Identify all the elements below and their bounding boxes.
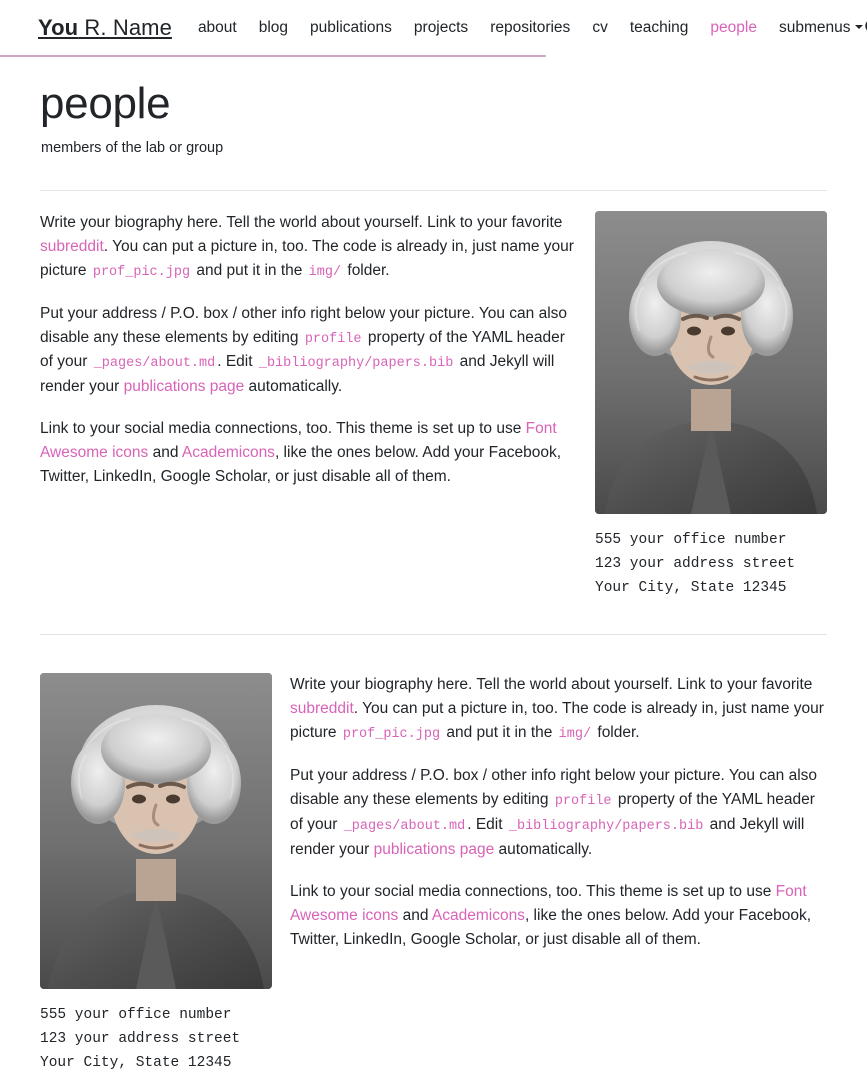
person-bio: [290, 673, 827, 1075]
profile-photo: [40, 673, 272, 989]
person-photo-column: [40, 673, 272, 1075]
brand-name-rest: R. Name: [78, 14, 172, 40]
code-papers-bib: _bibliography/papers.bib: [258, 356, 454, 372]
bio-paragraph-1: [40, 211, 577, 284]
code-prof-pic: prof_pic.jpg: [342, 726, 441, 742]
bio-text: . Edit: [217, 353, 257, 371]
code-papers-bib: _bibliography/papers.bib: [508, 818, 704, 834]
code-img-dir: img/: [558, 726, 592, 742]
code-about-md: _pages/about.md: [343, 818, 466, 834]
person-address: [40, 1003, 272, 1075]
bio-paragraph-2: [40, 302, 577, 400]
site-brand[interactable]: [38, 15, 172, 41]
bio-paragraph-1: [290, 673, 827, 746]
bio-text: Link to your social media connections, too. This theme is set up to use: [40, 420, 526, 438]
nav-item-repositories[interactable]: repositories: [490, 18, 571, 36]
nav-item-cv[interactable]: cv: [592, 18, 608, 36]
page-title: people: [40, 79, 171, 128]
nav-item-publications[interactable]: publications: [310, 18, 392, 36]
bio-text: folder.: [593, 723, 640, 741]
bio-text: Write your biography here. Tell the world about yourself. Link to your favorite: [290, 675, 813, 693]
bio-text: and: [148, 444, 182, 462]
academicons-link[interactable]: Academicons: [181, 444, 275, 462]
nav-item-blog[interactable]: blog: [258, 18, 289, 36]
code-img-dir: img/: [308, 264, 342, 280]
address-line-3: Your City, State 12345: [595, 579, 787, 596]
code-profile: profile: [554, 793, 612, 809]
bio-text: property of the YAML header of your: [40, 328, 565, 371]
brand-name-strong: You: [38, 14, 79, 40]
font-awesome-link[interactable]: Font Awesome icons: [290, 882, 807, 924]
address-line-3: Your City, State 12345: [40, 1054, 232, 1071]
bio-paragraph-2: [290, 764, 827, 862]
moon-icon: [863, 17, 867, 39]
bio-text: . You can put a picture in, too. The code is already in, just name your picture: [40, 237, 574, 279]
person-entry: [40, 191, 827, 600]
bio-text: Link to your social media connections, too. This theme is set up to use: [290, 882, 776, 900]
navbar-underline: [0, 55, 546, 57]
address-line-2: 123 your address street: [595, 555, 796, 572]
bio-text: Write your biography here. Tell the world about yourself. Link to your favorite: [40, 213, 563, 231]
navbar: [0, 0, 867, 55]
bio-text: and put it in the: [442, 723, 557, 741]
dark-mode-toggle[interactable]: [863, 16, 867, 40]
bio-text: . You can put a picture in, too. The code is already in, just name your picture: [290, 699, 824, 741]
person-bio: [40, 211, 577, 600]
subreddit-link[interactable]: subreddit: [40, 237, 104, 255]
bio-paragraph-3: [40, 417, 577, 489]
code-profile: profile: [304, 331, 362, 347]
bio-paragraph-3: [290, 880, 827, 952]
address-line-1: 555 your office number: [595, 531, 787, 548]
nav-item-submenus[interactable]: submenus: [779, 19, 864, 37]
bio-text: folder.: [343, 261, 390, 279]
bio-text: automatically.: [494, 840, 593, 858]
subreddit-link[interactable]: subreddit: [290, 699, 354, 717]
bio-text: and: [398, 906, 432, 924]
bio-text: automatically.: [244, 378, 343, 396]
divider-middle: [40, 634, 827, 635]
address-line-2: 123 your address street: [40, 1030, 241, 1047]
person-entry: [40, 653, 827, 1075]
bio-text: Put your address / P.O. box / other info right below your picture. You can also disable any these elements by editing: [40, 304, 568, 346]
bio-text: , like the ones below. Add your Facebook, Twitter, LinkedIn, Google Scholar, or just disable all of them.: [40, 444, 562, 486]
nav-item-about[interactable]: about: [197, 18, 237, 36]
academicons-link[interactable]: Academicons: [431, 906, 525, 924]
person-address: [595, 528, 827, 600]
code-about-md: _pages/about.md: [93, 356, 216, 372]
nav-links: [198, 19, 864, 37]
bio-text: and put it in the: [192, 261, 307, 279]
code-prof-pic: prof_pic.jpg: [92, 264, 191, 280]
nav-item-projects[interactable]: projects: [413, 18, 469, 36]
person-photo-column: [595, 211, 827, 600]
profile-photo: [595, 211, 827, 514]
publications-page-link[interactable]: publications page: [123, 378, 245, 396]
bio-text: , like the ones below. Add your Facebook, Twitter, LinkedIn, Google Scholar, or just disable all of them.: [290, 906, 812, 948]
address-line-1: 555 your office number: [40, 1006, 232, 1023]
bio-text: Put your address / P.O. box / other info right below your picture. You can also disable any these elements by editing: [290, 766, 818, 808]
nav-item-teaching[interactable]: teaching: [629, 18, 689, 36]
font-awesome-link[interactable]: Font Awesome icons: [40, 420, 557, 462]
page-subtitle: members of the lab or group: [41, 139, 224, 156]
bio-text: . Edit: [467, 815, 507, 833]
bio-text: and Jekyll will render your: [40, 353, 555, 396]
page-container: [0, 79, 867, 1075]
bio-text: and Jekyll will render your: [290, 815, 805, 858]
nav-item-people[interactable]: people: [710, 18, 757, 36]
bio-text: property of the YAML header of your: [290, 790, 815, 833]
publications-page-link[interactable]: publications page: [373, 840, 495, 858]
